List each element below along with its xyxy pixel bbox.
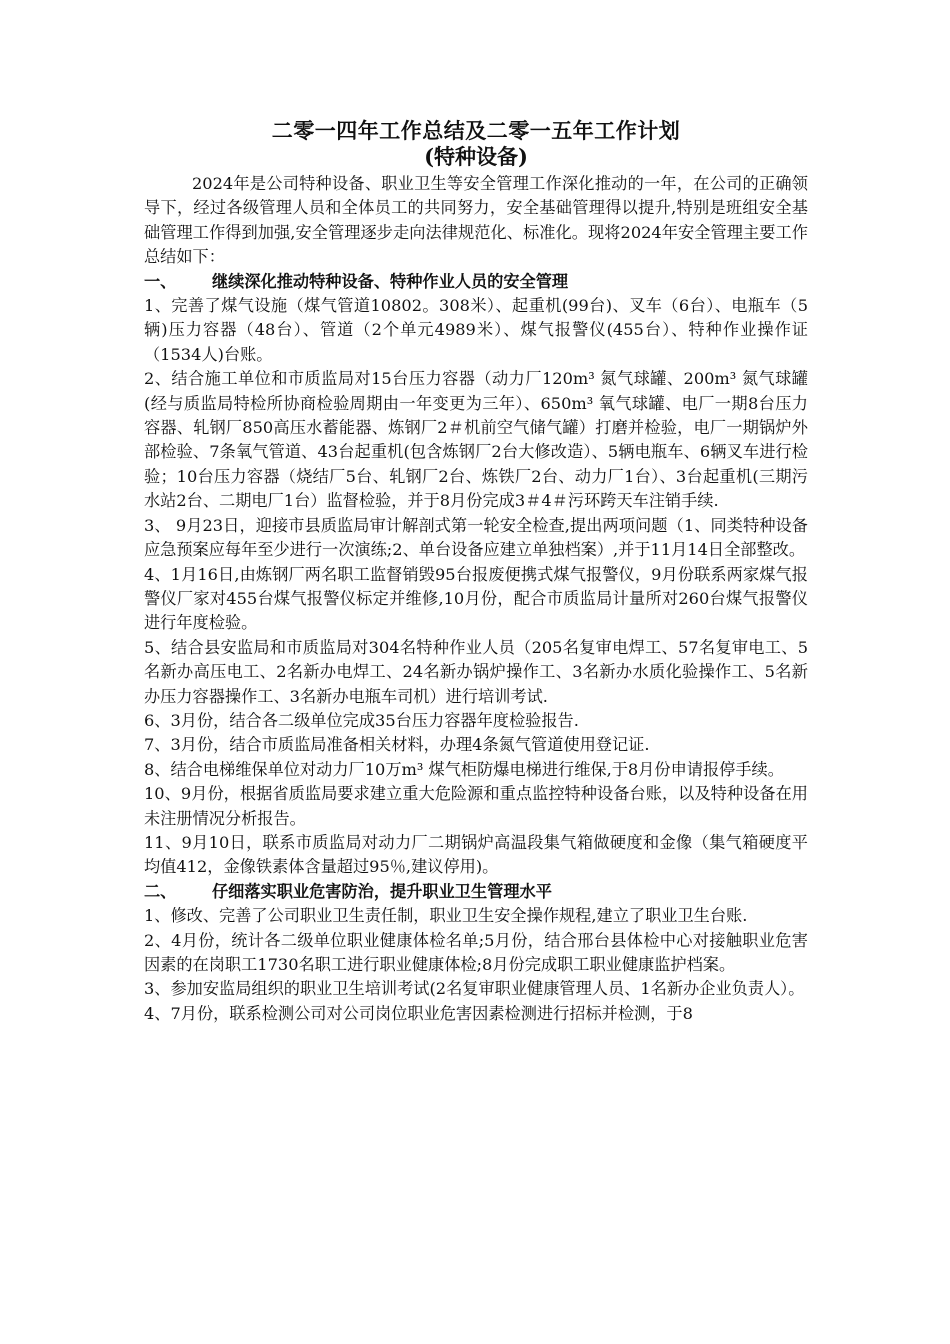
list-item: 8、结合电梯维保单位对动力厂10万m³ 煤气柜防爆电梯进行维保,于8月份申请报停手续。 [144, 759, 784, 779]
list-item: 1、完善了煤气设施（煤气管道10802。308米）、起重机(99台)、叉车（6台）、电瓶车（5辆)压力容器（48台）、管道（2个单元4989米）、煤气报警仪(455台）、特种作业操作证（1534人)台账。 [144, 296, 808, 364]
section-title: 继续深化推动特种设备、特种作业人员的安全管理 [212, 271, 569, 291]
list-item: 4、7月份，联系检测公司对公司岗位职业危害因素检测进行招标并检测，于8 [144, 1003, 693, 1023]
list-item: 11、9月10日，联系市质监局对动力厂二期锅炉高温段集气箱做硬度和金像（集气箱硬度平均值412，金像铁素体含量超过95％,建议停用)。 [144, 832, 808, 877]
section-heading-2 [144, 880, 808, 904]
document-page [144, 118, 808, 1026]
section-number: 一、 [144, 271, 177, 291]
document-title: 二零一四年工作总结及二零一五年工作计划 [271, 118, 681, 143]
list-item: 3、 9月23日，迎接市县质监局审计解剖式第一轮安全检查,提出两项问题（1、同类特种设备应急预案应每年至少进行一次演练;2、单台设备应建立单独档案）,并于11月14日全部整改。 [144, 515, 808, 560]
list-item: 4、1月16日,由炼钢厂两名职工监督销毁95台报废便携式煤气报警仪，9月份联系两家煤气报警仪厂家对455台煤气报警仪标定并维修,10月份，配合市质监局计量所对260台煤气报警仪进行年度检验。 [144, 564, 808, 633]
list-item: 3、参加安监局组织的职业卫生培训考试(2名复审职业健康管理人员、1名新办企业负责人）。 [144, 979, 805, 999]
list-item: 5、结合县安监局和市质监局对304名特种作业人员（205名复审电焊工、57名复审电工、5名新办高压电工、2名新办电焊工、24名新办锅炉操作工、3名新办水质化验操作工、5名新办压力容器操作工、3名新办电瓶车司机）进行培训考试. [144, 637, 808, 706]
document-subtitle: (特种设备) [424, 144, 528, 169]
section-heading-1 [144, 270, 808, 294]
list-item: 7、3月份，结合市质监局准备相关材料，办理4条氮气管道使用登记证. [144, 735, 650, 755]
list-item: 1、修改、完善了公司职业卫生责任制，职业卫生安全操作规程,建立了职业卫生台账. [144, 906, 748, 926]
list-item: 2、4月份，统计各二级单位职业健康体检名单;5月份，结合邢台县体检中心对接触职业危害因素的在岗职工1730名职工进行职业健康体检;8月份完成职工职业健康监护档案。 [144, 930, 808, 974]
list-item: 10、9月份，根据省质监局要求建立重大危险源和重点监控特种设备台账，以及特种设备在用未注册情况分析报告。 [144, 784, 808, 828]
section-number: 二、 [144, 881, 177, 901]
list-item: 2、结合施工单位和市质监局对15台压力容器（动力厂120m³ 氮气球罐、200m³ 氮气球罐(经与质监局特检所协商检验周期由一年变更为三年）、650m³ 氧气球罐、电厂一期8台压力容器、轧钢厂850高压水蓄能器、炼钢厂2＃机前空气储气罐）打磨并检验，电厂一期锅炉外部检验、7条氧气管道、43台起重机(包含炼钢厂2台大修改造）、5辆电瓶车、6辆叉车进行检验；10台压力容器（烧结厂5台、轧钢厂2台、炼铁厂2台、动力厂1台）、3台起重机(三期污水站2台、二期电厂1台）监督检验，并于8月份完成3＃4＃污环跨天车注销手续. [144, 369, 808, 511]
list-item: 6、3月份，结合各二级单位完成35台压力容器年度检验报告. [144, 710, 579, 730]
section-title: 仔细落实职业危害防治，提升职业卫生管理水平 [212, 881, 552, 901]
intro-paragraph: 2024年是公司特种设备、职业卫生等安全管理工作深化推动的一年，在公司的正确领导下，经过各级管理人员和全体员工的共同努力，安全基础管理得以提升,特别是班组安全基础管理工作得到加强,安全管理逐步走向法律规范化、标准化。现将2024年安全管理主要工作总结如下： [144, 174, 808, 267]
